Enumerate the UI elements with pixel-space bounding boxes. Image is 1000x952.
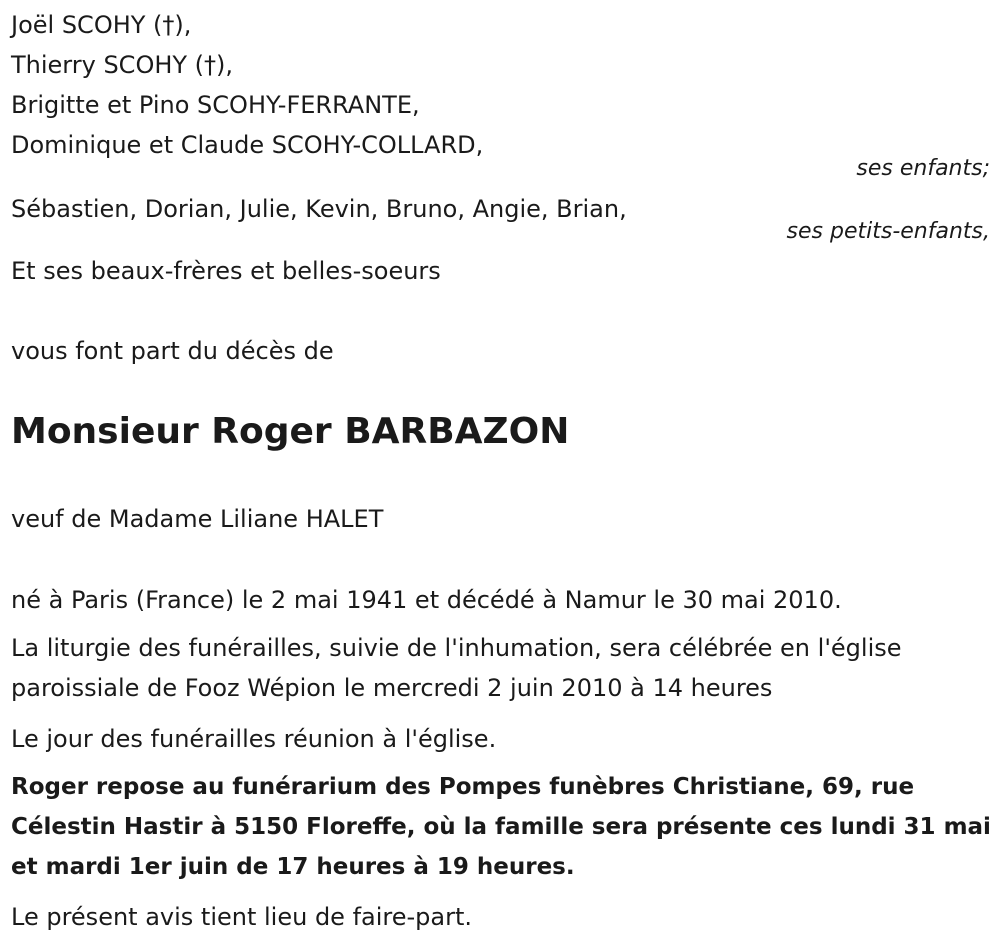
repose-paragraph: Roger repose au funérarium des Pompes funèbres Christiane, 69, rue Célestin Hastir à 5150 Floreffe, où la famille sera présente ces lundi 31 mai et mardi 1er juin de 17 heures à 19 heures. [11,774,991,880]
birth-death-line: né à Paris (France) le 2 mai 1941 et décédé à Namur le 30 mai 2010. [11,586,842,614]
deceased-name: Monsieur Roger BARBAZON [11,411,570,452]
child-name-3: Brigitte et Pino SCOHY-FERRANTE, [11,91,420,119]
grandchildren-label: ses petits-enfants, [786,219,990,244]
child-name-4: Dominique et Claude SCOHY-COLLARD, [11,131,484,159]
announcement-line: vous font part du décès de [11,337,334,365]
in-laws-line: Et ses beaux-frères et belles-soeurs [11,257,441,285]
liturgy-paragraph: La liturgie des funérailles, suivie de l'inhumation, sera célébrée en l'église paroissiale de Fooz Wépion le mercredi 2 juin 2010 à 14 heures [11,634,902,702]
widower-line: veuf de Madame Liliane HALET [11,505,384,533]
child-name-1: Joël SCOHY (†), [11,11,192,39]
child-name-2: Thierry SCOHY (†), [11,51,234,79]
gathering-line: Le jour des funérailles réunion à l'église. [11,725,497,753]
closing-line: Le présent avis tient lieu de faire-part. [11,903,473,931]
children-label: ses enfants; [856,156,990,181]
grandchildren-names: Sébastien, Dorian, Julie, Kevin, Bruno, Angie, Brian, [11,195,627,223]
